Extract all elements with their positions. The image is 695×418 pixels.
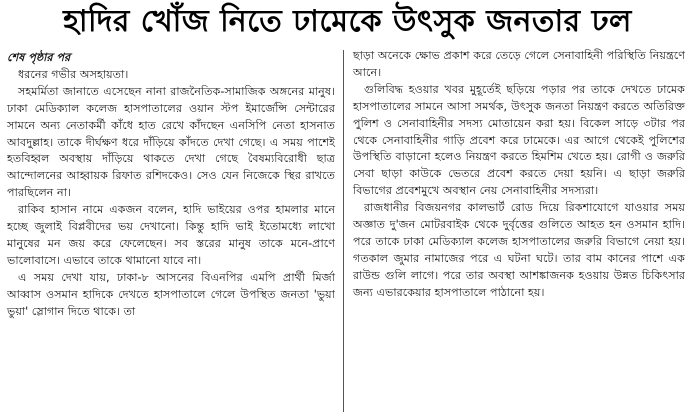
left-column	[7, 50, 335, 321]
left-paragraph-2: সহমর্মিতা জানাতে এসেছেন নানা রাজনৈতিক-সামাজিক অঙ্গনের মানুষ। ঢাকা মেডিক্যাল কলেজ হাসপাতালের ওয়ান স্টপ ইমার্জেন্সি সেন্টারের সামনে অন্য নেতাকর্মী কাঁধে হাত রেখে কাঁদছেন এনসিপি নেতা হাসনাত আবদুল্লাহ। তাকে দীর্ঘক্ষণ ধরে দাঁড়িয়ে কাঁদতে দেখা গেছে। এ সময় পাশেই হতবিহ্বল অবস্থায় দাঁড়িয়ে থাকতে দেখা গেছে বৈষম্যবিরোধী ছাত্র আন্দোলনের আহ্বায়ক রিফাত রশিদকেও। সেও যেন নিজেকে স্থির রাখতে পারছিলেন না।	[7, 84, 335, 200]
right-column	[353, 48, 685, 302]
right-paragraph-1: ছাড়া অনেকে ক্ষোভ প্রকাশ করে তেড়ে গেলে সেনাবাহিনী পরিস্থিতি নিয়ন্ত্রণে আনে।	[353, 49, 685, 79]
left-paragraph-4: এ সময় দেখা যায়, ঢাকা-৮ আসনের বিএনপির এমপি প্রার্থী মির্জা আব্বাস ওসমান হাদিকে দেখতে হাসপাতালে গেলে উপস্থিত জনতা 'ভুয়া ভুয়া' স্লোগান দিতে থাকে। তা	[7, 270, 335, 318]
right-paragraph-2: গুলিবিদ্ধ হওয়ার খবর মুহূর্তেই ছড়িয়ে পড়ার পর তাকে দেখতে ঢামেক হাসপাতালের সামনে আসা সমর্থক, উৎসুক জনতা নিয়ন্ত্রণ করতে অতিরিক্ত পুলিশ ও সেনাবাহিনীর সদস্য মোতায়েন করা হয়। বিকেল সাড়ে ৩টার পর থেকে সেনাবাহিনীর গাড়ি প্রবেশ করে ঢামেকে। এর আগে থেকেই পুলিশের উপস্থিতি বাড়ানো হলেও নিয়ন্ত্রণ করতে হিমশিম খেতে হয়। রোগী ও জরুরি সেবা ছাড়া কাউকে ভেতরে প্রবেশ করতে দেয়া হয়নি। এ ছাড়া জরুরি বিভাগের প্রবেশমুখে অবস্থান নেয় সেনাবাহিনীর সদস্যরা।	[353, 82, 685, 198]
right-paragraph-3: রাজধানীর বিজয়নগর কালভার্ট রোড দিয়ে রিকশাযোগে যাওয়ার সময় অজ্ঞাত দু'জন মোটরবাইক থেকে দুর্বৃত্তের গুলিতে আহত হন ওসমান হাদি। পরে তাকে ঢাকা মেডিক্যাল কলেজ হাসপাতালের জরুরি বিভাগে নেয়া হয়। গতকাল জুমার নামাজের পরে এ ঘটনা ঘটে। তার বাম কানের পাশে এক রাউন্ড গুলি লাগে। পরে তার অবস্থা আশঙ্কাজনক হওয়ায় উন্নত চিকিৎসার জন্য এভারকেয়ার হাসপাতালে পাঠানো হয়।	[353, 201, 685, 299]
column-divider	[343, 50, 344, 412]
left-paragraph-3: রাকিব হাসান নামে একজন বলেন, হাদি ভাইয়ের ওপর হামলার মানে হচ্ছে জুলাই বিপ্লবীদের ভয় দেখানো। কিন্তু হাদি ভাই ইতোমধ্যে লাখো মানুষের মন জয় করে ফেলেছেন। সব স্তরের মানুষ তাকে মনে-প্রাণে ভালোবাসে। এভাবে তাকে থামানো যাবে না।	[7, 203, 335, 267]
continuation-label: শেষ পৃষ্ঠার পর	[7, 51, 71, 64]
left-paragraph-1: ধরনের গভীর অসহায়তা।	[18, 67, 129, 81]
headline: হাদির খোঁজ নিতে ঢামেকে উৎসুক জনতার ঢল	[63, 4, 632, 39]
